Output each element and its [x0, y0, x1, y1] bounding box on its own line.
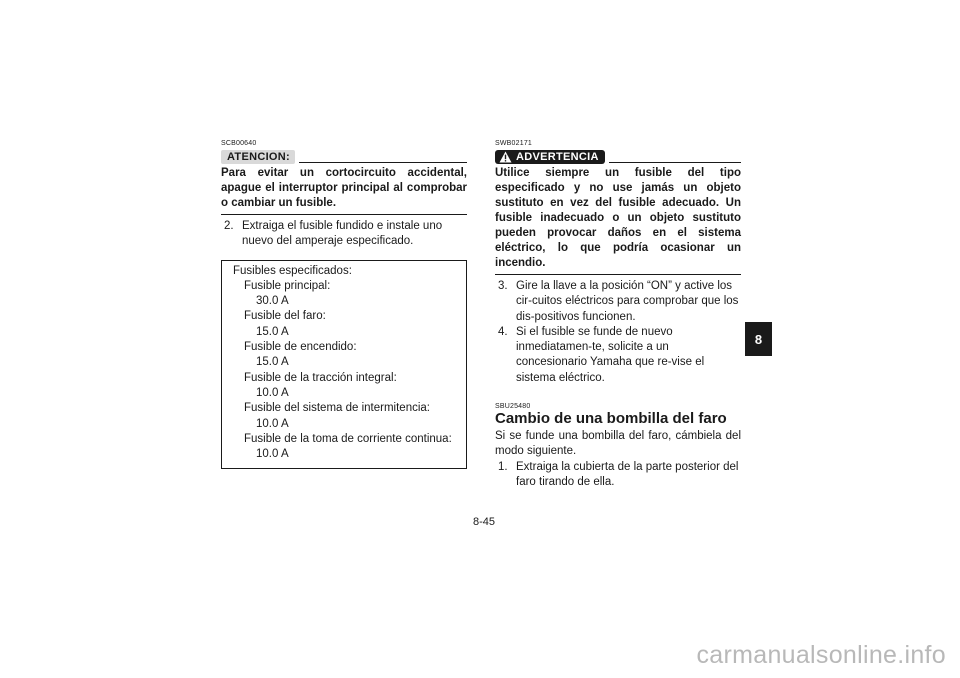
step-2-text: Extraiga el fusible fundido e instale uno nuevo del amperaje especificado. — [242, 220, 443, 248]
warning-rule — [609, 162, 741, 163]
watermark: carmanualsonline.info — [696, 641, 946, 669]
spec-item-value: 15.0 A — [256, 356, 289, 369]
caution-end-rule — [221, 214, 467, 215]
warning-end-rule — [495, 274, 741, 275]
caution-rule — [299, 162, 467, 163]
caution-label: ATENCION: — [221, 150, 295, 164]
warning-label-box — [495, 150, 605, 164]
step-2 — [221, 219, 467, 250]
caution-text: Para evitar un cortocircuito accidental, apague el interruptor principal al comprobar o cambiar un fusible. — [221, 167, 467, 209]
section-paragraph: Si se funde una bombilla del faro, cámbiela del modo siguiente. — [495, 430, 741, 458]
warning-header — [495, 148, 741, 164]
step-3-text: Gire la llave a la posición “ON” y active los cir-cuitos eléctricos para comprobar que los dis-positivos funcionen. — [516, 280, 739, 323]
step-3 — [495, 279, 741, 325]
chapter-tab: 8 — [745, 322, 772, 356]
section-heading: Cambio de una bombilla del faro — [495, 410, 727, 428]
caution-header — [221, 148, 467, 164]
step-1-text: Extraiga la cubierta de la parte posterior del faro tirando de ella. — [516, 460, 739, 488]
section-code: SBU25480 — [495, 403, 531, 411]
spec-item-name: Fusible de la tracción integral: — [244, 371, 397, 384]
spec-item-name: Fusible de encendido: — [244, 341, 357, 354]
fuse-spec-box — [221, 260, 467, 470]
spec-item-value: 30.0 A — [256, 295, 289, 308]
step-1 — [495, 460, 741, 491]
spec-item-value: 10.0 A — [256, 448, 289, 461]
spec-item-value: 10.0 A — [256, 417, 289, 430]
right-column — [495, 140, 741, 490]
warning-text: Utilice siempre un fusible del tipo especificado y no use jamás un objeto sustituto en vez del fusible adecuado. Un fusible inadecuado o un objeto sustituto pueden provocar daños en el sistema eléctrico, lo que podría ocasionar un incendio. — [495, 167, 741, 269]
spec-item-name: Fusible del faro: — [244, 310, 326, 323]
spec-title: Fusibles especificados: — [233, 264, 352, 277]
spec-item-value: 10.0 A — [256, 386, 289, 399]
caution-code: SCB00640 — [221, 140, 257, 147]
warning-triangle-icon — [499, 151, 512, 163]
warning-label: ADVERTENCIA — [516, 151, 599, 163]
spec-item-name: Fusible de la toma de corriente continua: — [244, 432, 452, 445]
spec-item-name: Fusible del sistema de intermitencia: — [244, 402, 430, 415]
step-2-number: 2. — [224, 220, 234, 232]
spec-item-value: 15.0 A — [256, 325, 289, 338]
step-1-number: 1. — [498, 460, 508, 473]
step-3-number: 3. — [498, 280, 508, 292]
warning-code: SWB02171 — [495, 140, 533, 147]
page-number-row — [0, 516, 960, 528]
page-number: 8-45 — [472, 516, 496, 528]
step-4-text: Si el fusible se funde de nuevo inmediatamen-te, solicite a un concesionario Yamaha que re-vise el sistema eléctrico. — [516, 325, 705, 384]
step-4-number: 4. — [498, 325, 508, 338]
left-column — [221, 140, 467, 469]
spec-item-name: Fusible principal: — [244, 279, 331, 292]
step-4 — [495, 325, 741, 386]
